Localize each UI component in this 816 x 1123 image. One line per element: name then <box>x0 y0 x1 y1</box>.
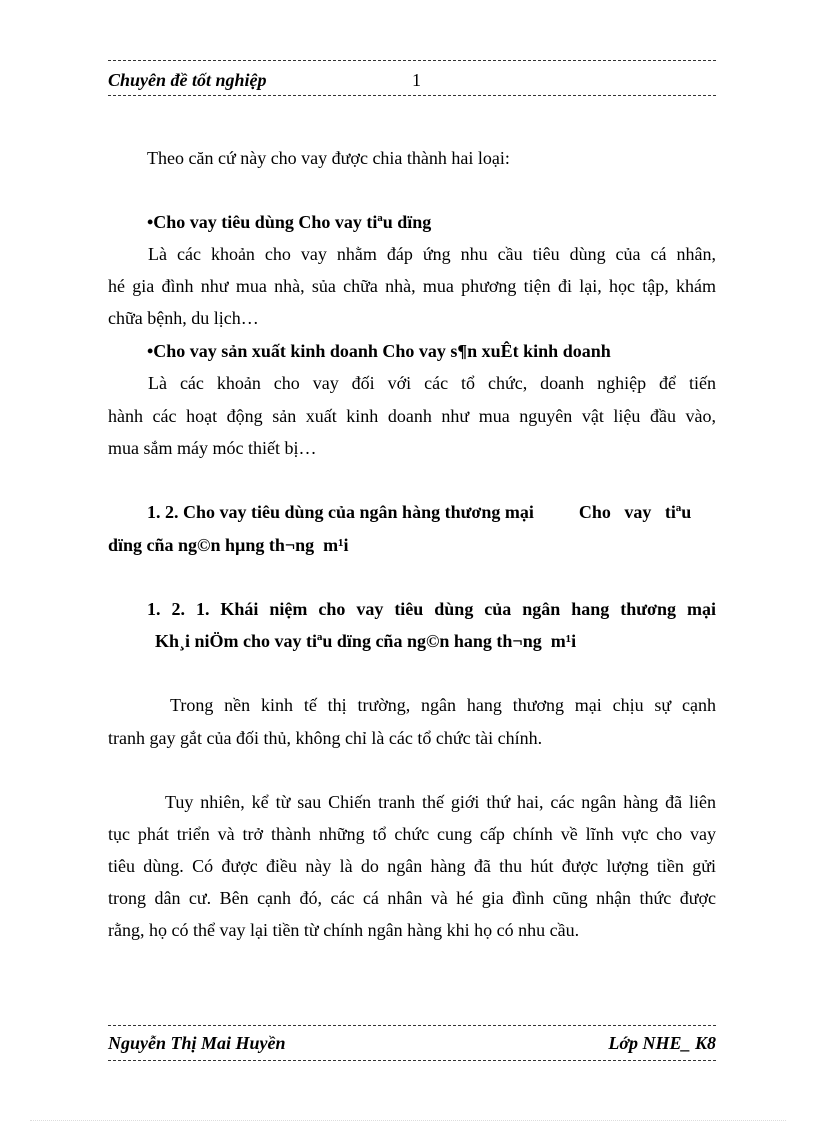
consumer-loan-text-line-2: hé gia đình như mua nhà, sủa chữa nhà, mua phương tiện đi lại, học tập, khám <box>108 276 716 296</box>
footer-author: Nguyễn Thị Mai Huyền <box>108 1033 286 1053</box>
intro-paragraph: Theo căn cứ này cho vay được chia thành hai loại: <box>147 148 510 168</box>
page-number: 1 <box>412 70 421 90</box>
footer-class: Lớp NHE_ K8 <box>608 1033 716 1053</box>
consumer-loan-text-line-1: Là các khoản cho vay nhằm đáp ứng nhu cầu tiêu dùng của cá nhân, <box>148 244 716 264</box>
business-loan-text-line-2: hành các hoạt động sản xuất kinh doanh như mua nguyên vật liệu đầu vào, <box>108 406 716 426</box>
header-title: Chuyên đề tốt nghiệp <box>108 70 267 90</box>
section-1-2-1-heading-line-2: Kh¸i niÖm cho vay tiªu dïng cña ng©n hang th¬ng m¹i <box>155 631 577 651</box>
footer-bottom-rule <box>108 1060 716 1061</box>
page-edge-dots <box>30 1120 786 1121</box>
paragraph-2-line-4: trong dân cư. Bên cạnh đó, các cá nhân và hé gia đình cũng nhận thức được <box>108 888 716 908</box>
paragraph-2-line-5: rằng, họ có thể vay lại tiền từ chính ngân hàng khi họ có nhu cầu. <box>108 920 580 940</box>
paragraph-2-line-3: tiêu dùng. Có được điều này là do ngân hàng đã thu hút được lượng tiền gửi <box>108 856 716 876</box>
bullet-business-loan-heading: •Cho vay sản xuất kinh doanh Cho vay s¶n xuÊt kinh doanh <box>147 341 611 361</box>
section-1-2-heading-line-2: dïng cña ng©n hµng th¬ng m¹i <box>108 535 349 555</box>
section-1-2-heading: 1. 2. Cho vay tiêu dùng của ngân hàng thương mại Cho vay tiªu <box>147 502 692 522</box>
header-top-rule <box>108 60 716 61</box>
footer-top-rule <box>108 1025 716 1026</box>
bullet-consumer-loan-heading: •Cho vay tiêu dùng Cho vay tiªu dïng <box>147 212 432 232</box>
section-1-2-1-heading: 1. 2. 1. Khái niệm cho vay tiêu dùng của ngân hang thương mại <box>147 599 716 619</box>
paragraph-1-line-2: tranh gay gắt của đối thủ, không chỉ là các tổ chức tài chính. <box>108 728 543 748</box>
business-loan-text-line-1: Là các khoản cho vay đối với các tổ chức, doanh nghiệp để tiến <box>148 373 716 393</box>
header-bottom-rule <box>108 95 716 96</box>
paragraph-2-line-1: Tuy nhiên, kể từ sau Chiến tranh thế giới thứ hai, các ngân hàng đã liên <box>165 792 716 812</box>
paragraph-1-line-1: Trong nền kinh tế thị trường, ngân hang thương mại chịu sự cạnh <box>170 695 716 715</box>
paragraph-2-line-2: tục phát triển và trở thành những tổ chức cung cấp chính về lĩnh vực cho vay <box>108 824 716 844</box>
consumer-loan-text-line-3: chữa bệnh, du lịch… <box>108 308 259 328</box>
business-loan-text-line-3: mua sắm máy móc thiết bị… <box>108 438 317 458</box>
